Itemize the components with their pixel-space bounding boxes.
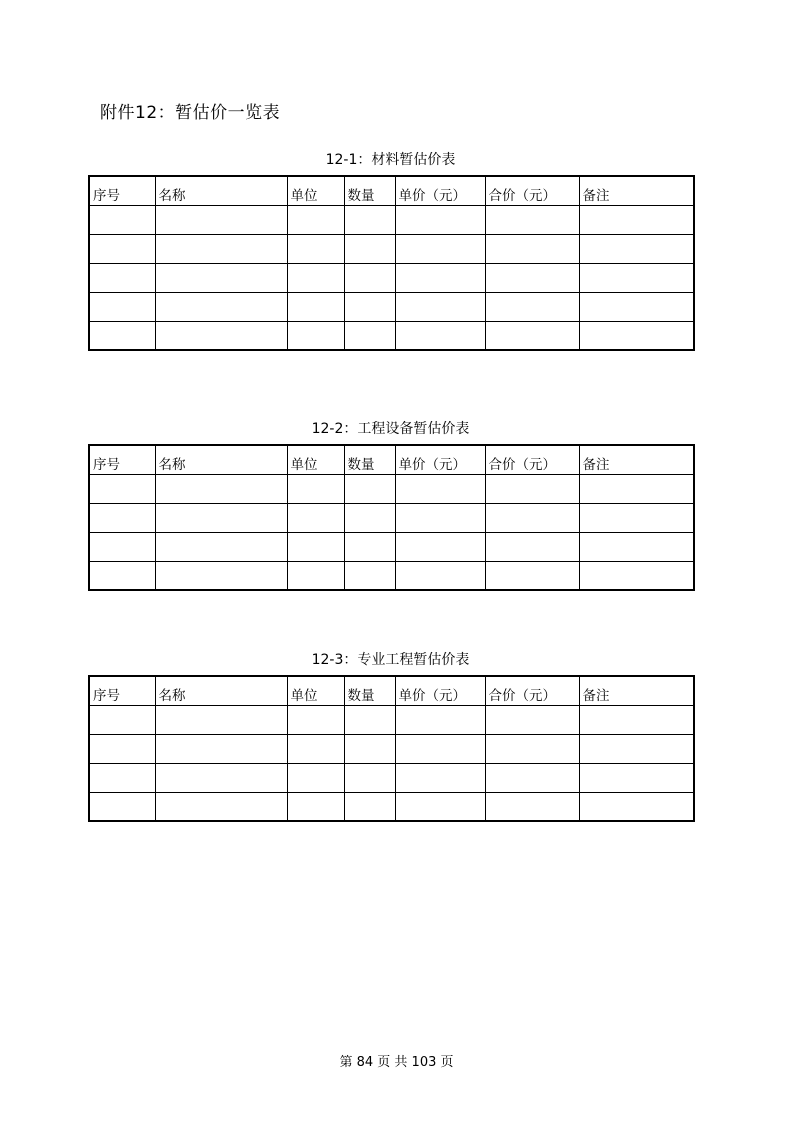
table-cell — [155, 792, 287, 821]
column-header: 序号 — [89, 676, 155, 705]
table-header-row — [89, 445, 694, 474]
table-cell — [287, 503, 344, 532]
table-cell — [344, 321, 395, 350]
table-cell — [395, 532, 485, 561]
table-cell — [579, 205, 694, 234]
column-header: 序号 — [89, 445, 155, 474]
table-cell — [485, 532, 579, 561]
table-row — [89, 503, 694, 532]
table-row — [89, 263, 694, 292]
table-cell — [89, 263, 155, 292]
table-cell — [579, 734, 694, 763]
table-cell — [155, 292, 287, 321]
table-caption-materials: 12-1：材料暂估价表 — [325, 152, 456, 168]
table-cell — [395, 705, 485, 734]
table-cell — [579, 792, 694, 821]
table-cell — [344, 234, 395, 263]
column-header: 序号 — [89, 176, 155, 205]
table-cell — [344, 292, 395, 321]
table-cell — [395, 321, 485, 350]
column-header: 单价（元） — [395, 445, 485, 474]
table-cell — [485, 321, 579, 350]
table-cell — [344, 561, 395, 590]
table-cell — [89, 321, 155, 350]
table-row — [89, 292, 694, 321]
table-cell — [89, 292, 155, 321]
table-cell — [395, 763, 485, 792]
column-header: 合价（元） — [485, 445, 579, 474]
table-cell — [155, 263, 287, 292]
table-cell — [344, 503, 395, 532]
table-row — [89, 205, 694, 234]
table-cell — [89, 763, 155, 792]
table-cell — [287, 734, 344, 763]
table-cell — [344, 705, 395, 734]
table-cell — [89, 474, 155, 503]
column-header: 备注 — [579, 445, 694, 474]
table-cell — [485, 763, 579, 792]
table-cell — [485, 234, 579, 263]
table-cell — [155, 561, 287, 590]
table-cell — [155, 532, 287, 561]
table-cell — [155, 503, 287, 532]
table-cell — [344, 792, 395, 821]
table-cell — [485, 205, 579, 234]
table-row — [89, 792, 694, 821]
table-cell — [89, 561, 155, 590]
table-cell — [155, 205, 287, 234]
column-header: 单位 — [287, 176, 344, 205]
table-cell — [287, 263, 344, 292]
table-cell — [155, 234, 287, 263]
table-cell — [89, 792, 155, 821]
table-cell — [579, 292, 694, 321]
table-cell — [155, 734, 287, 763]
column-header: 单位 — [287, 445, 344, 474]
table-row — [89, 234, 694, 263]
table-cell — [579, 474, 694, 503]
table-cell — [155, 321, 287, 350]
table-cell — [485, 292, 579, 321]
column-header: 数量 — [344, 445, 395, 474]
table-cell — [287, 705, 344, 734]
materials-estimate-table — [88, 175, 695, 351]
table-cell — [287, 763, 344, 792]
table-cell — [579, 532, 694, 561]
table-cell — [89, 205, 155, 234]
table-cell — [395, 734, 485, 763]
table-caption-specialty: 12-3：专业工程暂估价表 — [311, 652, 470, 668]
table-cell — [155, 474, 287, 503]
page-heading: 附件12：暂估价一览表 — [100, 103, 281, 123]
table-cell — [579, 705, 694, 734]
page-footer: 第 84 页 共 103 页 — [339, 1055, 454, 1070]
table-header-row — [89, 176, 694, 205]
table-cell — [344, 532, 395, 561]
column-header: 合价（元） — [485, 176, 579, 205]
column-header: 单价（元） — [395, 676, 485, 705]
column-header: 名称 — [155, 676, 287, 705]
table-cell — [287, 532, 344, 561]
table-cell — [395, 561, 485, 590]
table-caption-equipment: 12-2：工程设备暂估价表 — [311, 421, 470, 437]
table-row — [89, 763, 694, 792]
table-cell — [287, 561, 344, 590]
table-cell — [579, 234, 694, 263]
table-cell — [287, 205, 344, 234]
table-cell — [485, 503, 579, 532]
table-cell — [579, 763, 694, 792]
table-row — [89, 532, 694, 561]
column-header: 数量 — [344, 676, 395, 705]
table-cell — [485, 561, 579, 590]
table-cell — [155, 705, 287, 734]
table-cell — [579, 263, 694, 292]
table-row — [89, 474, 694, 503]
column-header: 单位 — [287, 676, 344, 705]
table-row — [89, 705, 694, 734]
table-cell — [485, 474, 579, 503]
table-cell — [395, 292, 485, 321]
table-header-row — [89, 676, 694, 705]
table-cell — [395, 474, 485, 503]
table-cell — [485, 734, 579, 763]
equipment-estimate-table — [88, 444, 695, 591]
table-cell — [344, 263, 395, 292]
table-row — [89, 561, 694, 590]
table-cell — [155, 763, 287, 792]
column-header: 名称 — [155, 176, 287, 205]
column-header: 合价（元） — [485, 676, 579, 705]
table-cell — [579, 321, 694, 350]
table-cell — [485, 705, 579, 734]
table-row — [89, 734, 694, 763]
table-cell — [579, 561, 694, 590]
table-cell — [89, 234, 155, 263]
specialty-work-estimate-table — [88, 675, 695, 822]
table-cell — [395, 234, 485, 263]
table-cell — [485, 792, 579, 821]
table-cell — [344, 205, 395, 234]
column-header: 名称 — [155, 445, 287, 474]
table-cell — [89, 734, 155, 763]
table-row — [89, 321, 694, 350]
table-cell — [89, 532, 155, 561]
table-cell — [287, 292, 344, 321]
table-cell — [287, 321, 344, 350]
table-cell — [287, 234, 344, 263]
column-header: 数量 — [344, 176, 395, 205]
table-cell — [395, 263, 485, 292]
table-cell — [579, 503, 694, 532]
table-cell — [89, 503, 155, 532]
table-cell — [344, 474, 395, 503]
table-cell — [395, 503, 485, 532]
table-cell — [395, 792, 485, 821]
table-cell — [287, 474, 344, 503]
table-cell — [485, 263, 579, 292]
table-cell — [89, 705, 155, 734]
column-header: 单价（元） — [395, 176, 485, 205]
table-cell — [344, 734, 395, 763]
column-header: 备注 — [579, 176, 694, 205]
table-cell — [287, 792, 344, 821]
column-header: 备注 — [579, 676, 694, 705]
table-cell — [344, 763, 395, 792]
table-cell — [395, 205, 485, 234]
